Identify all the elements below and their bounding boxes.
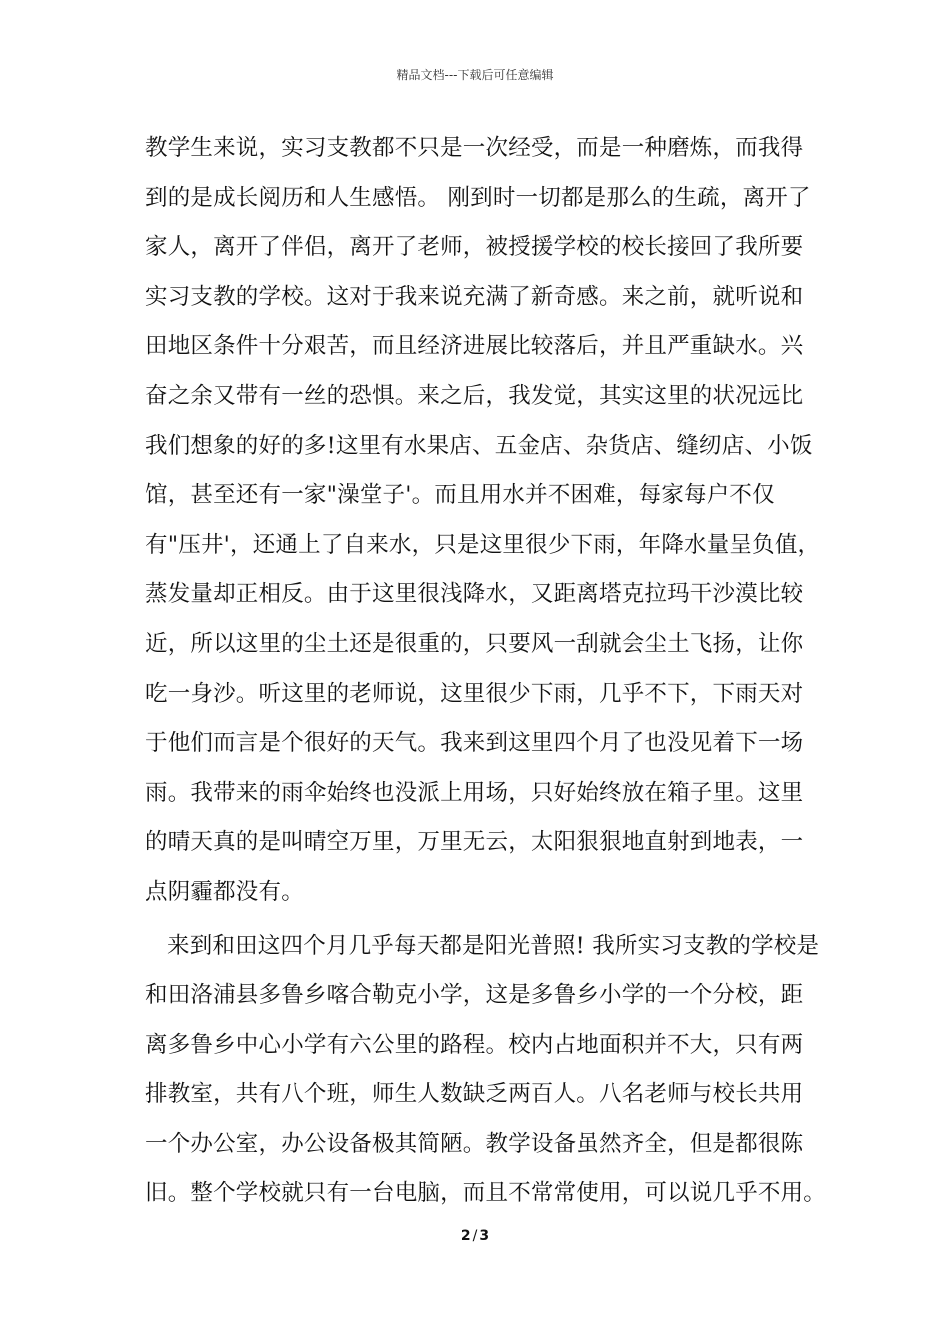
text-line: 我们想象的好的多!这里有水果店、五金店、杂货店、缝纫店、小饭 bbox=[145, 432, 813, 459]
text-line: 排教室，共有八个班，师生人数缺乏两百人。八名老师与校长共用 bbox=[145, 1081, 804, 1108]
document-body bbox=[145, 128, 827, 1223]
paragraph-2 bbox=[145, 926, 827, 1224]
text-line: 田地区条件十分艰苦，而且经济进展比较落后，并且严重缺水。兴 bbox=[145, 333, 804, 360]
text-line: 有"压井'，还通上了自来水，只是这里很少下雨，年降水量呈负值， bbox=[145, 531, 821, 558]
text-line: 奋之余又带有一丝的恐惧。来之后，我发觉，其实这里的状况远比 bbox=[145, 382, 804, 409]
text-line: 实习支教的学校。这对于我来说充满了新奇感。来之前，就听说和 bbox=[145, 283, 804, 310]
text-line: 教学生来说，实习支教都不只是一次经受，而是一种磨炼，而我得 bbox=[145, 135, 804, 161]
text-line: 来到和田这四个月几乎每天都是阳光普照! 我所实习支教的学校是 bbox=[167, 932, 820, 959]
text-line: 馆，甚至还有一家"澡堂子'。而且用水并不困难，每家每户不仅 bbox=[145, 482, 775, 509]
text-line: 一个办公室，办公设备极其简陋。教学设备虽然齐全，但是都很陈 bbox=[145, 1130, 804, 1157]
text-line: 近，所以这里的尘土还是很重的，只要风一刮就会尘土飞扬，让你 bbox=[145, 630, 804, 657]
text-line: 点阴霾都没有。 bbox=[145, 878, 304, 905]
text-line: 到的是成长阅历和人生感悟。 刚到时一切都是那么的生疏，离开了 bbox=[145, 184, 811, 211]
text-line: 吃一身沙。听这里的老师说，这里很少下雨，几乎不下，下雨天对 bbox=[145, 680, 804, 707]
text-line: 的晴天真的是叫晴空万里，万里无云，太阳狠狠地直射到地表，一 bbox=[145, 829, 804, 856]
document-header: 精品文档---下载后可任意编辑 bbox=[396, 68, 554, 82]
total-pages-number: 3 bbox=[479, 1228, 490, 1244]
text-line: 于他们而言是个很好的天气。我来到这里四个月了也没见着下一场 bbox=[145, 730, 804, 757]
paragraph-1 bbox=[145, 128, 821, 922]
text-line: 雨。我带来的雨伞始终也没派上用场，只好始终放在箱子里。这里 bbox=[145, 779, 804, 806]
text-line: 家人，离开了伴侣，离开了老师，被授援学校的校长接回了我所要 bbox=[145, 234, 804, 261]
page-separator: / bbox=[472, 1228, 478, 1244]
text-line: 蒸发量却正相反。由于这里很浅降水，又距离塔克拉玛干沙漠比较 bbox=[145, 581, 804, 608]
page-number bbox=[0, 1228, 950, 1244]
text-line: 旧。整个学校就只有一台电脑，而且不常常使用，可以说几乎不用。 bbox=[145, 1180, 827, 1207]
text-line: 离多鲁乡中心小学有六公里的路程。校内占地面积并不大，只有两 bbox=[145, 1031, 804, 1058]
text-line: 和田洛浦县多鲁乡喀合勒克小学，这是多鲁乡小学的一个分校，距 bbox=[145, 982, 804, 1009]
current-page-number: 2 bbox=[460, 1228, 471, 1244]
